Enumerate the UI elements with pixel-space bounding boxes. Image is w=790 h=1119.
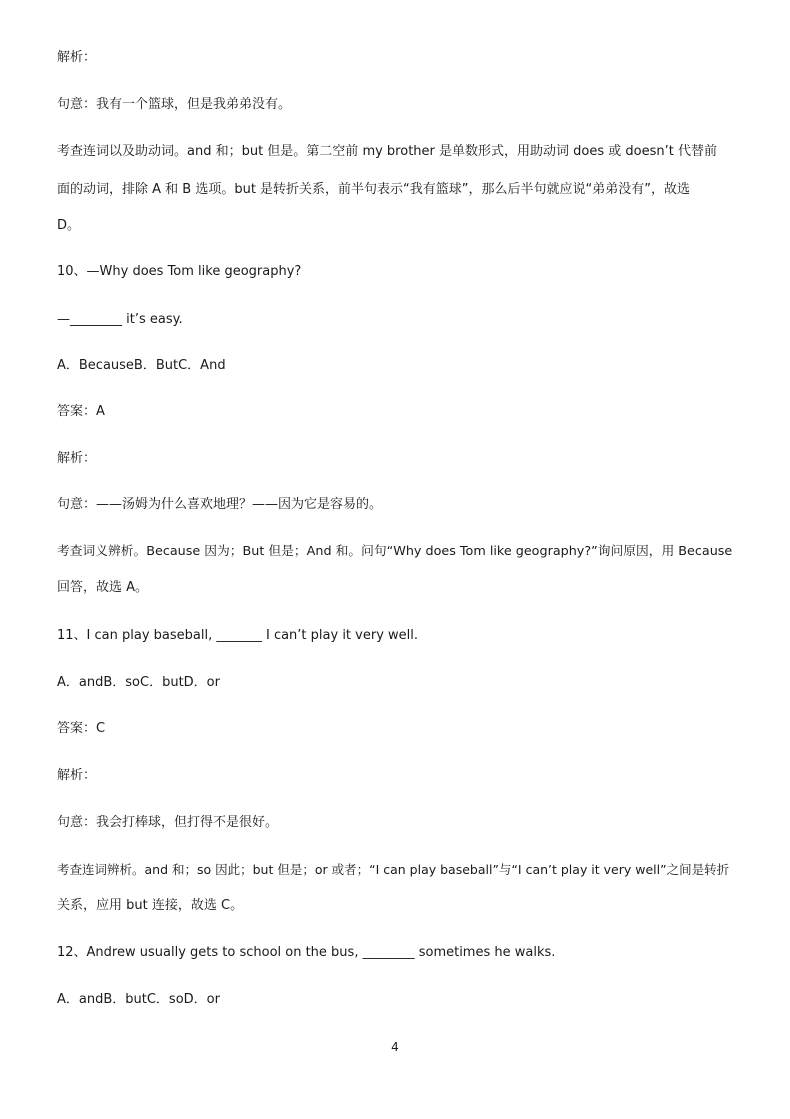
answer-11: 答案：C: [57, 721, 106, 736]
question-10-options: A．BecauseB．ButC．And: [57, 358, 226, 373]
analysis-label-9: 解析：: [57, 50, 97, 65]
meaning-11: 句意：我会打棒球，但打得不是很好。: [57, 815, 279, 830]
analysis-label-10: 解析：: [57, 451, 97, 466]
explanation-11-line-1: 考查连词辨析。and 和；so 因此；but 但是；or 或者；“I can play baseball”与“I can’t play it very well”之间是转折: [57, 862, 730, 877]
question-11-options: A．andB．soC．butD．or: [57, 675, 220, 690]
question-11: 11、I can play baseball, _______ I can’t play it very well.: [57, 628, 419, 643]
explanation-10-line-1: 考查词义辨析。Because 因为；But 但是；And 和。问句“Why does Tom like geography?”询问原因，用 Because: [57, 544, 733, 559]
explanation-10-line-2: 回答，故选 A。: [57, 580, 149, 595]
explanation-9-line-1: 考查连词以及助动词。and 和；but 但是。第二空前 my brother 是单数形式，用助动词 does 或 doesn’t 代替前: [57, 144, 717, 159]
question-12: 12、Andrew usually gets to school on the bus, ________ sometimes he walks.: [57, 945, 556, 960]
page-number: 4: [391, 1040, 399, 1054]
meaning-9: 句意：我有一个篮球，但是我弟弟没有。: [57, 97, 292, 112]
meaning-10: 句意：——汤姆为什么喜欢地理？——因为它是容易的。: [57, 497, 383, 512]
question-10: 10、—Why does Tom like geography?: [57, 264, 302, 279]
explanation-9-line-2: 面的动词，排除 A 和 B 选项。but 是转折关系，前半句表示“我有篮球”，那么后半句就应说“弟弟没有”，故选: [57, 182, 691, 197]
explanation-9-line-3: D。: [57, 218, 81, 233]
question-12-options: A．andB．butC．soD．or: [57, 992, 220, 1007]
answer-10: 答案：A: [57, 404, 105, 419]
explanation-11-line-2: 关系，应用 but 连接，故选 C。: [57, 898, 244, 913]
analysis-label-11: 解析：: [57, 768, 97, 783]
question-10-answer-line: —________ it’s easy.: [57, 312, 183, 327]
